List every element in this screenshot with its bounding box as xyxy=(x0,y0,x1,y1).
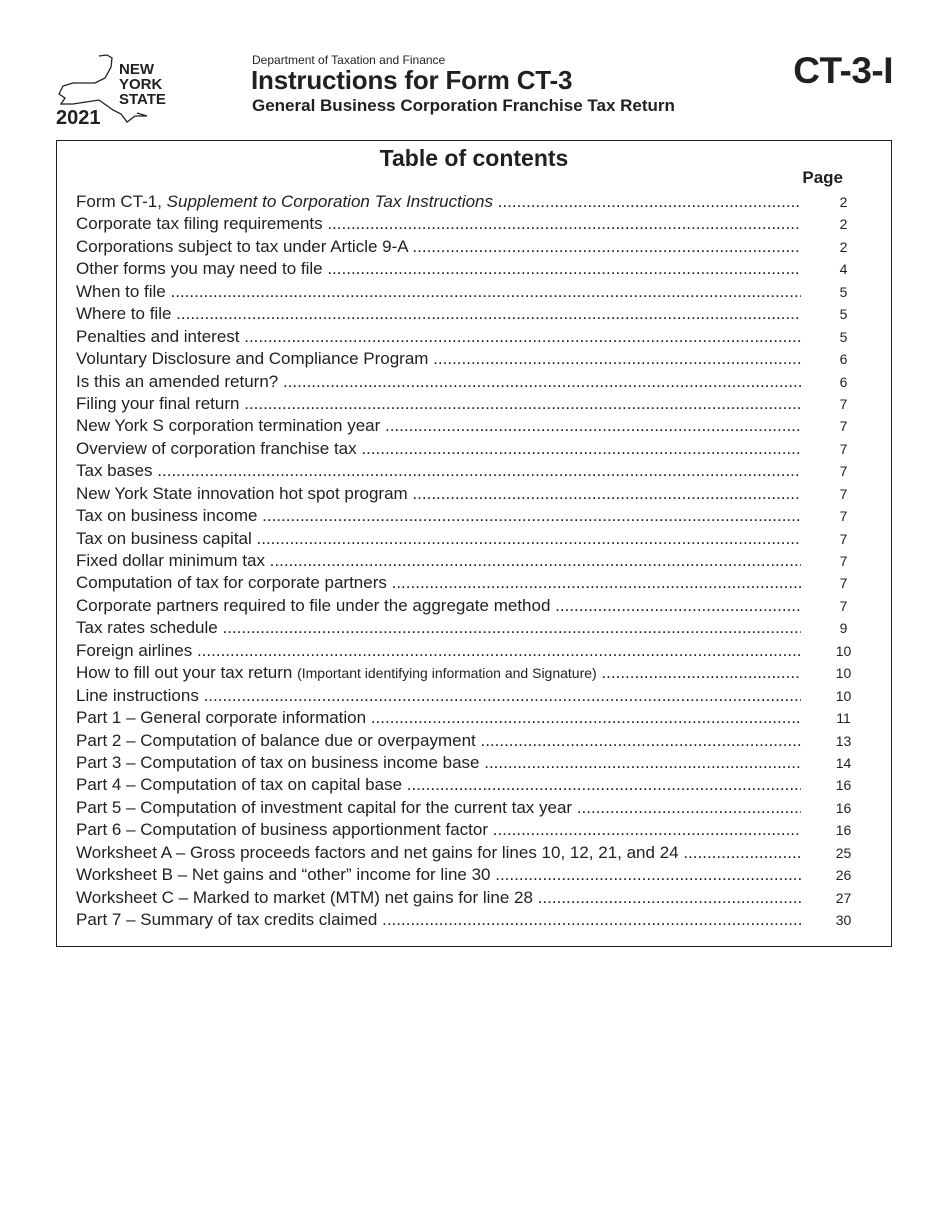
toc-entry-text: Line instructions xyxy=(76,685,199,705)
toc-entry-page: 14 xyxy=(835,754,852,771)
toc-entry xyxy=(76,595,871,617)
toc-entry-text: Other forms you may need to file xyxy=(76,259,323,279)
form-code: CT-3-I xyxy=(793,50,893,91)
toc-entry xyxy=(76,685,871,707)
toc-entry-text: Computation of tax for corporate partners xyxy=(76,573,387,593)
toc-entry xyxy=(76,483,871,505)
toc-entry-page: 7 xyxy=(839,508,848,525)
toc-entry-text: Form CT-1, xyxy=(76,192,167,211)
toc-entry-page: 4 xyxy=(839,261,848,278)
toc-entry-text: Part 7 – Summary of tax credits claimed xyxy=(76,910,378,929)
toc-entry xyxy=(76,393,871,415)
toc-entry-text: New York State innovation hot spot program xyxy=(76,483,408,503)
toc-entry-text: Corporations subject to tax under Article 9-A xyxy=(76,236,408,256)
toc-entry xyxy=(76,550,871,572)
toc-entry-title xyxy=(76,281,801,303)
toc-entry-title xyxy=(76,640,801,662)
toc-entry-title xyxy=(76,348,801,370)
toc-entry xyxy=(76,572,871,594)
toc-entry-page: 7 xyxy=(839,395,848,412)
toc-entry-text: Corporate partners required to file under the aggregate method xyxy=(76,595,551,615)
toc-entry xyxy=(76,460,871,482)
toc-entry-title xyxy=(76,864,801,886)
toc-entry-title xyxy=(76,774,801,796)
toc-entry xyxy=(76,236,871,258)
toc-entry-text: Tax on business income xyxy=(76,506,258,526)
toc-entry-page: 25 xyxy=(835,844,852,861)
toc-entry-page: 7 xyxy=(839,530,848,547)
toc-entry-italic-text: Supplement to Corporation Tax Instructions xyxy=(166,192,494,211)
toc-entry-text: Part 4 – Computation of tax on capital base xyxy=(76,775,403,795)
toc-entry-title xyxy=(76,707,801,729)
toc-entry-text: Foreign airlines xyxy=(76,640,193,660)
toc-entry-text: Tax bases xyxy=(76,461,153,481)
toc-entry-title xyxy=(76,326,801,348)
toc-entry xyxy=(76,303,871,325)
toc-entry xyxy=(76,662,871,684)
toc-entry-page: 2 xyxy=(839,216,848,233)
toc-entry-title xyxy=(76,797,801,819)
toc-entry-title xyxy=(76,617,801,639)
toc-list xyxy=(76,191,871,931)
table-of-contents xyxy=(56,140,892,947)
toc-entry-title xyxy=(76,730,801,752)
toc-entry xyxy=(76,797,871,819)
toc-entry xyxy=(76,505,871,527)
logo-year: 2021 xyxy=(56,107,101,127)
toc-entry-title xyxy=(76,572,801,594)
toc-entry-page: 7 xyxy=(839,463,848,480)
toc-entry-title xyxy=(76,887,801,909)
toc-entry-title xyxy=(76,213,801,235)
toc-entry xyxy=(76,640,871,662)
toc-entry-title xyxy=(76,752,801,774)
toc-entry-page: 10 xyxy=(835,687,852,704)
logo-text-new: NEW xyxy=(119,61,154,78)
toc-entry-text: Where to file xyxy=(76,304,172,324)
toc-entry-page: 7 xyxy=(839,418,848,435)
toc-entry-title xyxy=(76,393,801,415)
toc-entry xyxy=(76,730,871,752)
toc-entry-title xyxy=(76,662,801,684)
toc-entry-title xyxy=(76,303,801,325)
toc-heading: Table of contents xyxy=(379,145,569,171)
toc-entry-title xyxy=(76,438,801,460)
toc-entry-page: 26 xyxy=(835,867,852,884)
toc-entry-title xyxy=(76,483,801,505)
toc-entry xyxy=(76,528,871,550)
logo-text-state: STATE xyxy=(119,91,166,108)
toc-entry-title xyxy=(76,550,801,572)
toc-entry-text: Part 3 – Computation of tax on business income base xyxy=(76,752,480,772)
toc-entry-title xyxy=(76,528,801,550)
toc-entry-page: 6 xyxy=(839,373,848,390)
toc-entry-page: 11 xyxy=(836,710,851,727)
toc-entry-page: 16 xyxy=(835,822,852,839)
toc-entry-title xyxy=(76,505,801,527)
toc-entry xyxy=(76,887,871,909)
toc-entry-title xyxy=(76,371,801,393)
toc-entry-page: 16 xyxy=(835,777,852,794)
toc-entry xyxy=(76,281,871,303)
toc-entry xyxy=(76,258,871,280)
toc-entry xyxy=(76,842,871,864)
toc-entry-title xyxy=(76,842,801,864)
toc-entry xyxy=(76,909,871,931)
toc-entry-text: Worksheet B – Net gains and “other” income for line 30 xyxy=(76,865,491,885)
toc-entry-page: 5 xyxy=(839,306,848,323)
toc-entry-page: 7 xyxy=(839,597,848,614)
toc-entry-text: Voluntary Disclosure and Compliance Program xyxy=(76,349,429,369)
toc-entry xyxy=(76,415,871,437)
toc-entry-title xyxy=(76,460,801,482)
toc-entry-page: 2 xyxy=(839,194,848,210)
toc-entry-title xyxy=(76,819,801,841)
toc-entry-page: 7 xyxy=(839,440,848,457)
page-title: Instructions for Form CT-3 xyxy=(251,65,573,95)
toc-entry-page: 6 xyxy=(839,351,848,368)
toc-entry-title xyxy=(76,415,801,437)
toc-entry-text: Tax rates schedule xyxy=(76,618,218,638)
toc-entry-text: Worksheet C – Marked to market (MTM) net gains for line 28 xyxy=(76,887,533,907)
toc-entry-title xyxy=(76,909,801,931)
toc-entry-text: New York S corporation termination year xyxy=(76,416,381,436)
toc-entry-page: 27 xyxy=(835,889,852,906)
toc-entry-page: 10 xyxy=(835,642,852,659)
toc-entry xyxy=(76,752,871,774)
toc-entry xyxy=(76,864,871,886)
toc-page-column-label: Page xyxy=(802,168,843,187)
toc-entry-text: Filing your final return xyxy=(76,393,240,413)
toc-entry xyxy=(76,438,871,460)
toc-entry xyxy=(76,191,871,213)
toc-entry-text: Tax on business capital xyxy=(76,528,252,548)
toc-entry-page: 7 xyxy=(839,575,848,592)
toc-entry-text: When to file xyxy=(76,281,166,301)
toc-entry xyxy=(76,348,871,370)
toc-entry xyxy=(76,326,871,348)
toc-entry-page: 10 xyxy=(835,665,852,682)
toc-entry-page: 9 xyxy=(839,620,848,637)
toc-entry-title xyxy=(76,191,801,213)
toc-entry-title xyxy=(76,258,801,280)
toc-entry xyxy=(76,819,871,841)
toc-entry-text: Penalties and interest xyxy=(76,326,240,346)
toc-entry-text: Is this an amended return? xyxy=(76,371,279,391)
toc-entry-title xyxy=(76,595,801,617)
toc-entry-text: How to fill out your tax return xyxy=(76,663,298,683)
toc-entry-title xyxy=(76,685,801,707)
toc-entry-text: Fixed dollar minimum tax xyxy=(76,551,265,570)
toc-entry-text: Part 5 – Computation of investment capital for the current tax year xyxy=(76,797,573,817)
toc-entry-text: Part 2 – Computation of balance due or overpayment xyxy=(76,730,476,750)
toc-entry-page: 30 xyxy=(835,912,852,928)
logo-text-york: YORK xyxy=(119,76,163,93)
page-subtitle: General Business Corporation Franchise Tax Return xyxy=(252,96,675,115)
nys-logo xyxy=(55,52,180,127)
toc-entry xyxy=(76,774,871,796)
toc-entry-text: Part 6 – Computation of business apportionment factor xyxy=(76,820,489,840)
toc-entry-page: 7 xyxy=(839,485,848,502)
toc-entry-note: (Important identifying information and Signature) xyxy=(297,665,597,682)
toc-entry xyxy=(76,371,871,393)
toc-entry-page: 5 xyxy=(839,283,848,300)
department-name: Department of Taxation and Finance xyxy=(252,53,446,67)
toc-entry-text: Overview of corporation franchise tax xyxy=(76,438,357,458)
toc-entry-page: 13 xyxy=(835,732,852,749)
toc-entry-page: 16 xyxy=(835,799,852,816)
toc-entry-text: Corporate tax filing requirements xyxy=(76,214,323,234)
toc-entry-title xyxy=(76,236,801,258)
toc-entry-text: Part 1 – General corporate information xyxy=(76,708,367,728)
toc-entry-text: Worksheet A – Gross proceeds factors and net gains for lines 10, 12, 21, and 24 xyxy=(76,842,679,862)
toc-entry-page: 5 xyxy=(839,328,848,345)
toc-entry xyxy=(76,707,871,729)
toc-entry xyxy=(76,617,871,639)
toc-entry xyxy=(76,213,871,235)
toc-entry-page: 7 xyxy=(839,553,848,569)
toc-entry-page: 2 xyxy=(839,238,848,255)
